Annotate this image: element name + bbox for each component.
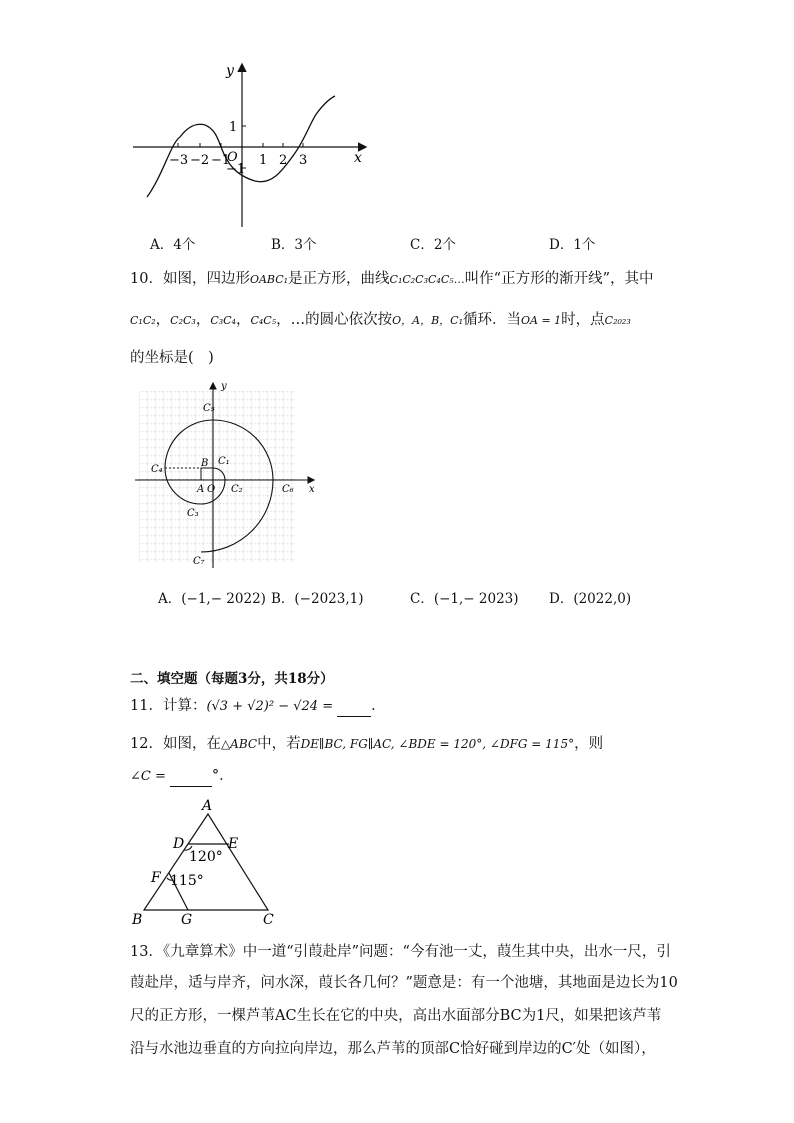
y-axis-label: y (226, 63, 234, 79)
c6-label: C₆ (282, 484, 294, 495)
y-label: y (221, 381, 227, 392)
b-label: B (201, 458, 209, 469)
c5-label: C₅ (203, 403, 215, 414)
grid-background (139, 391, 295, 563)
q12-line-1: 12．如图，在△ABC中，若DE∥BC, FG∥AC, ∠BDE = 120°, ∠DFG = 115°，则 (130, 736, 604, 752)
q10-option-a: A．(−1,− 2022) (158, 591, 266, 607)
label-g: G (181, 912, 193, 928)
x-tick-label: 2 (279, 153, 288, 168)
c7-label: C₇ (193, 556, 205, 567)
label-c: C (263, 912, 274, 928)
c4-label: C₄ (151, 464, 163, 475)
q10-arc: C₄C₅ (250, 314, 277, 327)
label-e: E (228, 836, 239, 852)
q10-option-b: B．(−2023,1) (271, 591, 364, 607)
x-label: x (309, 484, 315, 495)
q10-arc: C₃C₄ (210, 314, 236, 327)
c2-label: C₂ (231, 484, 243, 495)
q13-line-1: 13．《九章算术》中一道“引葭赴岸”问题：“今有池一丈，葭生其中央，出水一尺，引 (130, 944, 671, 960)
q9-option-d: D．1个 (549, 237, 596, 253)
q10-option-c: C．(−1,− 2023) (410, 591, 519, 607)
answer-blank[interactable] (337, 696, 371, 717)
q10-line-2: C₁C₂，C₂C₃，C₃C₄，C₄C₅，…的圆心依次按O，A，B，C₁循环．当OA = 1时，点C₂₀₂₃ (130, 312, 631, 328)
x-axis-label: x (354, 150, 362, 166)
x-tick-label: 1 (259, 153, 268, 168)
q10-number: 10． (130, 271, 163, 287)
origin-label: O (227, 150, 238, 165)
q10-arc: C₂C₃ (170, 314, 196, 327)
a-label: A (197, 484, 205, 495)
y-tick-label: −1 (226, 162, 246, 177)
x-tick-label: −2 (190, 153, 210, 168)
label-d: D (173, 836, 185, 852)
q9-function-graph (125, 55, 375, 235)
q10-line-3: 的坐标是( ) (130, 350, 214, 366)
q9-option-a: A．4个 (150, 237, 196, 253)
y-tick-label: 1 (229, 120, 238, 135)
c3-label: C₃ (187, 508, 199, 519)
q13-line-3: 尺的正方形，一棵芦苇AC生长在它的中央，高出水面部分BC为1尺，如果把该芦苇 (130, 1008, 662, 1024)
section-title: 二、填空题（每题3分，共18分） (130, 671, 334, 687)
label-f: F (151, 870, 161, 886)
x-tick-label: 3 (299, 153, 308, 168)
q12-triangle-figure (128, 796, 288, 928)
q10-option-d: D．(2022,0) (549, 591, 632, 607)
q10-involute-figure (135, 378, 325, 573)
answer-blank[interactable] (170, 766, 212, 787)
q13-line-4: 沿与水池边垂直的方向拉向岸边，那么芦苇的顶部C恰好碰到岸边的C′处（如图）， (130, 1041, 656, 1057)
q10-line-1: 10．如图，四边形OABC₁是正方形，曲线C₁C₂C₃C₄C₅…叫作“正方形的渐开线”，其中 (130, 271, 654, 287)
q9-option-b: B．3个 (271, 237, 317, 253)
q11-line: 11．计算：(√3 + √2)² − √24 = ． (130, 696, 386, 717)
label-b: B (132, 912, 143, 928)
angle-label-120: 120° (189, 849, 223, 865)
x-tick-label: −1 (211, 153, 231, 168)
x-tick-label: −3 (169, 153, 189, 168)
q12-line-2: ∠C = °． (130, 766, 234, 787)
angle-label-115: 115° (170, 873, 204, 889)
q9-option-c: C．2个 (410, 237, 456, 253)
q13-line-2: 葭赴岸，适与岸齐，问水深，葭长各几何？”题意是：有一个池塘，其地面是边长为10 (130, 975, 678, 991)
o-label: O (207, 484, 216, 495)
q10-arc: C₁C₂ (130, 314, 156, 327)
c1-label: C₁ (218, 456, 230, 467)
label-a: A (202, 798, 213, 814)
